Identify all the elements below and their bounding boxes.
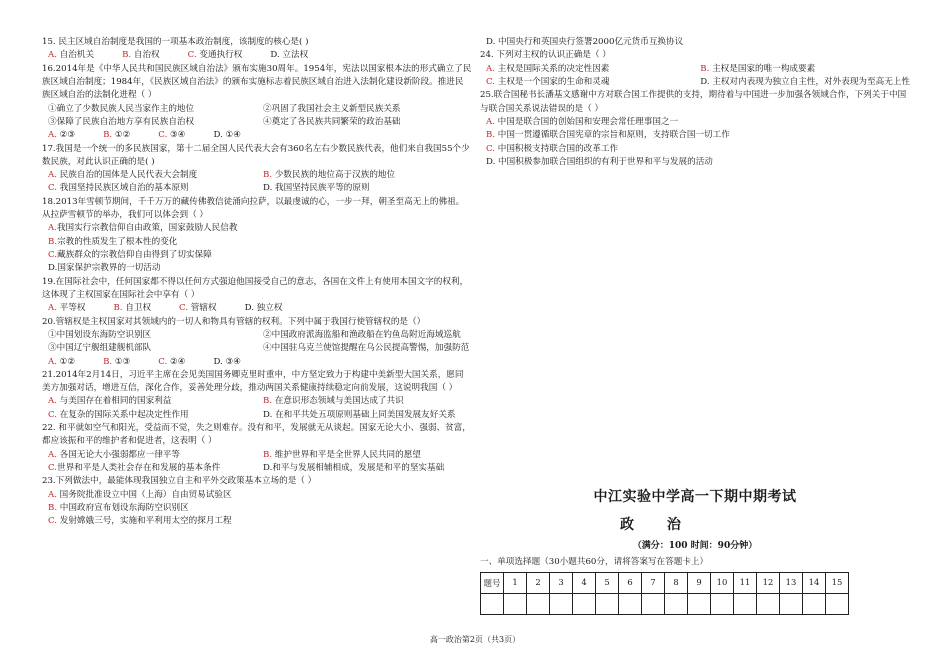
options-group (42, 222, 472, 275)
question-number-cell: 3 (550, 572, 573, 593)
option-letter: A. (48, 303, 60, 314)
question-number-cell: 12 (757, 572, 780, 593)
option-text: B. 少数民族的地位高于汉族的地位 (263, 170, 396, 181)
question-stem: 16.2014年是《中华人民共和国民族区域自治法》颁布实施30周年。1954年，宪法以国家根本法的形式确立了民族区域自治制度；1984年，《民族区域自治法》的颁布实施标志着民族区域自治进入法制化建设新阶段。推进民族区域自治的法制化进程（ ） (42, 63, 472, 101)
question-item (42, 196, 472, 276)
option-text: C. 管辖权 (179, 303, 217, 314)
answer-cell[interactable] (665, 593, 688, 614)
options-group (480, 36, 910, 49)
section-heading: 一、单项选择题（30小题共60分，请将答案写在答题卡上） (480, 557, 709, 568)
question-item (42, 422, 472, 475)
option-text: ①中国划设东海防空识别区 (48, 329, 152, 340)
option-text: A. 与美国存在着相同的国家利益 (48, 396, 172, 407)
option-text: B. ①② (103, 130, 131, 141)
option-letter: A. (48, 489, 60, 500)
option-text: C. ②④ (158, 356, 186, 367)
answer-cell[interactable] (780, 593, 803, 614)
right-column (480, 36, 910, 169)
question-number-cell: 14 (803, 572, 826, 593)
option-text: B. 自治权 (122, 50, 160, 61)
answer-choices (42, 129, 472, 142)
option-letter: C. (48, 516, 60, 527)
option-text: ④奠定了各民族共同繁荣的政治基础 (263, 116, 401, 127)
option-letter: B. (48, 236, 58, 247)
question-stem: 17.我国是一个统一的多民族国家，第十二届全国人民代表大会有360名左右少数民族代表，他们来自我国55个少数民族，对此认识正确的是( ) (42, 143, 470, 167)
option-text: B. 中国政府宣布划设东海防空识别区 (48, 502, 189, 513)
option-text: D. 立法权 (270, 50, 309, 61)
option-text: B. 自卫权 (113, 303, 152, 314)
question-item (42, 475, 472, 528)
question-item (480, 36, 910, 49)
option-letter: C. (179, 303, 191, 314)
option-letter: B. (263, 170, 275, 181)
option-letter: C. (158, 130, 171, 141)
option-letter: B. (48, 502, 60, 513)
answer-cell[interactable] (642, 593, 665, 614)
option-text: A. 民族自治的国体是人民代表大会制度 (48, 170, 198, 181)
option-text: C.世界和平是人类社会存在和发展的基本条件 (48, 463, 221, 473)
question-number-cell: 7 (642, 572, 665, 593)
option-letter: B. (486, 130, 498, 141)
question-item (42, 63, 472, 143)
question-number-cell: 8 (665, 572, 688, 593)
options-group (480, 116, 910, 169)
question-stem: 25.联合国秘书长潘基文感谢中方对联合国工作提供的支持，期待着与中国进一步加强各领域合作，下列关于中国与联合国关系说法错误的是（ ） (480, 90, 907, 114)
option-letter: C. (48, 250, 58, 260)
answer-table-label-blank (481, 593, 504, 614)
answer-cell[interactable] (803, 593, 826, 614)
option-text: A. 主权是国际关系的决定性因素 (486, 63, 610, 74)
options-group (42, 49, 472, 62)
option-letter: A. (48, 396, 60, 407)
answer-cell[interactable] (527, 593, 550, 614)
question-item (480, 89, 910, 169)
option-text: C. 变通执行权 (187, 50, 243, 61)
option-text: B. ①③ (103, 356, 131, 367)
question-stem: 23.下列做法中，最能体现我国独立自主和平外交政策基本立场的是（ ） (42, 476, 317, 487)
option-text: C. 我国坚持民族区域自治的基本原则 (48, 183, 189, 194)
option-letter: A. (48, 449, 60, 460)
option-text: C. 在复杂的国际关系中起决定性作用 (48, 409, 189, 420)
option-text: A. 国务院批准设立中国（上海）自由贸易试验区 (48, 489, 232, 500)
option-text: ②巩固了我国社会主义新型民族关系 (263, 103, 401, 114)
question-item (42, 276, 472, 316)
option-text: C. 中国积极支持联合国的改革工作 (486, 143, 619, 154)
answer-cell[interactable] (596, 593, 619, 614)
answer-cell[interactable] (573, 593, 596, 614)
answer-table-answer-row (481, 593, 849, 614)
option-text: ③保障了民族自治地方享有民族自治权 (48, 116, 195, 127)
option-text: ④中国驻乌克兰使馆提醒在乌公民提高警惕，加强防范 (263, 343, 470, 354)
option-text: A.我国实行宗教信仰自由政策，国家鼓励人民信教 (48, 223, 238, 234)
option-letter: A. (486, 116, 498, 127)
option-text: D.和平与发展相辅相成，发展是和平的坚实基础 (263, 463, 445, 473)
option-letter: C. (48, 183, 60, 194)
option-letter: C. (48, 463, 58, 473)
answer-table (480, 572, 849, 615)
question-item (42, 369, 472, 422)
option-letter: C. (486, 143, 498, 154)
question-stem: 21.2014年2月14日，习近平主席在会见美国国务卿克里时重申，中方坚定致力于构建中美新型大国关系，愿同美方加强对话，增进互信，深化合作，妥善处理分歧，推动两国关系健康持续稳定向前发展，这说明我国（ ） (42, 369, 464, 394)
question-item (42, 36, 472, 63)
options-group (42, 489, 472, 529)
page-footer: 高一政治第2页（共3页） (429, 635, 521, 644)
answer-table-label (481, 572, 504, 593)
option-text: A. 各国无论大小强弱都应一律平等 (48, 449, 180, 460)
subject-title: 政 治 (620, 516, 695, 533)
question-stem: 20.管辖权是主权国家对其领域内的一切人和物具有管辖的权利。下列中属于我国行使管辖权的是（） (42, 316, 426, 327)
option-letter: B. (263, 396, 275, 407)
option-text: D. 我国坚持民族平等的原则 (263, 183, 370, 194)
option-text: D. 主权对内表现为独立自主性，对外表现为至高无上性 (700, 76, 910, 87)
school-title: 中江实验中学高一下期中期考试 (593, 489, 797, 505)
question-number-cell: 15 (826, 572, 849, 593)
question-number-cell: 6 (619, 572, 642, 593)
question-number-cell: 13 (780, 572, 803, 593)
answer-choices (42, 356, 472, 369)
option-text: ②中国政府派海监船和渔政船在钓鱼岛附近海域巡航 (263, 329, 461, 340)
answer-cell[interactable] (688, 593, 711, 614)
option-letter: B. (103, 130, 115, 141)
option-letter: B. (700, 63, 713, 74)
option-text: D. ③④ (213, 356, 241, 367)
option-text: A. 平等权 (48, 303, 86, 314)
answer-cell[interactable] (711, 593, 734, 614)
question-stem: 19.在国际社会中，任何国家都不得以任何方式强迫他国接受自己的意志，各国在文件上有使用本国文字的权利，这体现了主权国家在国际社会中享有（ ） (42, 276, 469, 300)
question-number-cell: 11 (734, 572, 757, 593)
question-number-cell: 5 (596, 572, 619, 593)
option-text: B. 维护世界和平是全世界人民共同的愿望 (263, 449, 421, 460)
question-number-cell: 1 (504, 572, 527, 593)
options-group (480, 63, 910, 90)
option-text: D. 在和平共处五项原则基础上同美国发展友好关系 (263, 409, 456, 420)
option-text: D. ①④ (213, 130, 241, 141)
question-stem: 22. 和平就如空气和阳光，受益而不觉，失之则难存。没有和平，发展就无从谈起。国家无论大小、强弱、贫富，都应该振和平的维护者和促进者，这表明（ ） (42, 423, 471, 447)
question-stem: 18.2013年雪顿节期间，千千万万的藏传佛教信徒涌向拉萨，以最虔诚的心，一步一拜，朝圣至高无上的佛祖。从拉萨雪顿节的举办，我们可以体会到（ ） (42, 196, 465, 221)
option-text: A. 中国是联合国的创始国和安理会常任理事国之一 (486, 116, 679, 127)
option-text: A. ①② (48, 356, 76, 367)
answer-cell[interactable] (757, 593, 780, 614)
option-letter: C. (486, 76, 498, 87)
question-number-cell: 9 (688, 572, 711, 593)
option-letter: A. (48, 50, 60, 61)
option-letter: B. (122, 50, 134, 61)
option-text: D. 中国积极参加联合国组织的有利于世界和平与发展的活动 (486, 156, 713, 167)
option-letter: A. (48, 223, 57, 234)
option-letter: A. (48, 170, 60, 181)
option-text: A. 自治机关 (48, 50, 95, 61)
option-text: B. 在意识形态领域与美国达成了共识 (263, 396, 404, 407)
answer-table-label-text: 题号 (483, 577, 501, 588)
question-item (480, 49, 910, 89)
option-text: B. 主权是国家的唯一构成要素 (700, 63, 816, 74)
option-text: A. ②③ (48, 130, 76, 141)
question-item (42, 143, 472, 196)
option-text: C. 发射嫦娥三号，实施和平利用太空的探月工程 (48, 516, 232, 527)
option-text: C. 主权是一个国家的生命和灵魂 (486, 76, 610, 87)
option-letter: C. (158, 356, 171, 367)
score-info: （满分：100 时间：90分钟） (632, 541, 758, 552)
option-letter: B. (263, 449, 275, 460)
options-group (42, 169, 472, 196)
options-group (42, 449, 472, 476)
option-letter: B. (113, 303, 126, 314)
question-number-cell: 4 (573, 572, 596, 593)
question-number-cell: 2 (527, 572, 550, 593)
answer-cell[interactable] (826, 593, 849, 614)
option-letter: A. (48, 356, 60, 367)
option-text: D. 中国央行和英国央行签署2000亿元货币互换协议 (486, 37, 684, 47)
left-column (42, 36, 472, 529)
option-letter: A. (486, 63, 498, 74)
option-text: D. 独立权 (244, 303, 283, 314)
option-text: ③中国辽宁舰组建舰机部队 (48, 343, 152, 354)
answer-table-header-row (481, 572, 849, 593)
answer-cell[interactable] (734, 593, 757, 614)
options-group (42, 302, 472, 315)
option-text: C. ③④ (158, 130, 186, 141)
question-item (42, 316, 472, 369)
option-text: B. 中国一贯遵循联合国宪章的宗旨和原则，支持联合国一切工作 (486, 130, 730, 141)
option-letter: C. (187, 50, 200, 61)
question-stem: 15. 民主区域自治制度是我国的一项基本政治制度，该制度的核心是( ) (42, 37, 309, 47)
options-group (42, 395, 472, 422)
option-text: C.藏族群众的宗教信仰自由得到了切实保障 (48, 250, 212, 260)
option-letter: A. (48, 130, 60, 141)
options-group (42, 329, 472, 356)
question-number-cell: 10 (711, 572, 734, 593)
option-text: D.国家保护宗教界的一切活动 (48, 263, 161, 274)
option-letter: B. (103, 356, 115, 367)
option-letter: C. (48, 409, 60, 420)
exam-title-block (480, 487, 910, 615)
answer-cell[interactable] (504, 593, 527, 614)
options-group (42, 103, 472, 130)
option-text: ①确立了少数民族人民当家作主的地位 (48, 103, 195, 114)
answer-cell[interactable] (550, 593, 573, 614)
answer-cell[interactable] (619, 593, 642, 614)
option-text: B.宗教的性质发生了根本性的变化 (48, 236, 178, 247)
question-stem: 24. 下列对主权的认识正确是（ ） (480, 50, 611, 61)
